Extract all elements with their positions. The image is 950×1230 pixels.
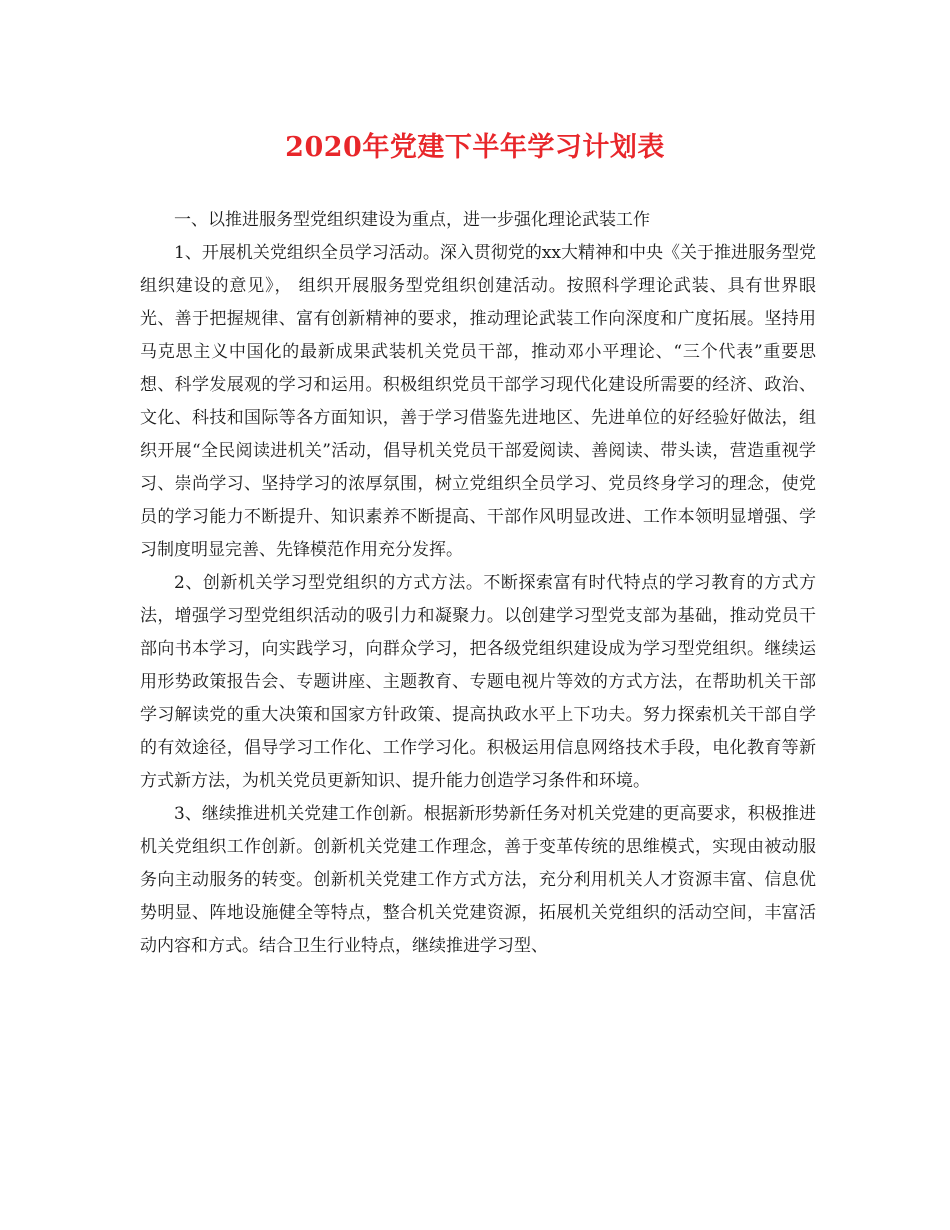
- paragraph-3: 3、继续推进机关党建工作创新。根据新形势新任务对机关党建的更高要求，积极推进机关党组织工作创新。创新机关党建工作理念，善于变革传统的思维模式，实现由被动服务向主动服务的转变。创新机关党建工作方式方法，充分利用机关人才资源丰富、信息优势明显、阵地设施健全等特点，整合机关党建资源，拓展机关党组织的活动空间，丰富活动内容和方式。结合卫生行业特点，继续推进学习型、: [140, 804, 816, 956]
- document-body: [140, 204, 816, 963]
- paragraph-2: 2、创新机关学习型党组织的方式方法。不断探索富有时代特点的学习教育的方式方法，增强学习型党组织活动的吸引力和凝聚力。以创建学习型党支部为基础，推动党员干部向书本学习，向实践学习，向群众学习，把各级党组织建设成为学习型党组织。继续运用形势政策报告会、专题讲座、主题教育、专题电视片等效的方式方法，在帮助机关干部学习解读党的重大决策和国家方针政策、提高执政水平上下功夫。努力探索机关干部自学的有效途径，倡导学习工作化、工作学习化。积极运用信息网络技术手段，电化教育等新方式新方法，为机关党员更新知识、提升能力创造学习条件和环境。: [140, 573, 816, 791]
- section-heading: 一、以推进服务型党组织建设为重点，进一步强化理论武装工作: [174, 210, 650, 230]
- document-title: 2020年党建下半年学习计划表: [285, 132, 665, 163]
- paragraph-1: 1、开展机关党组织全员学习活动。深入贯彻党的xx大精神和中央《关于推进服务型党组织建设的意见》， 组织开展服务型党组织创建活动。按照科学理论武装、具有世界眼光、善于把握规律、富有创新精神的要求，推动理论武装工作向深度和广度拓展。坚持用马克思主义中国化的最新成果武装机关党员干部，推动邓小平理论、“三个代表”重要思想、科学发展观的学习和运用。积极组织党员干部学习现代化建设所需要的经济、政治、文化、科技和国际等各方面知识，善于学习借鉴先进地区、先进单位的好经验好做法，组织开展“全民阅读进机关”活动，倡导机关党员干部爱阅读、善阅读、带头读，营造重视学习、崇尚学习、坚持学习的浓厚氛围，树立党组织全员学习、党员终身学习的理念，使党员的学习能力不断提升、知识素养不断提高、干部作风明显改进、工作本领明显增强、学习制度明显完善、先锋模范作用充分发挥。: [140, 243, 816, 560]
